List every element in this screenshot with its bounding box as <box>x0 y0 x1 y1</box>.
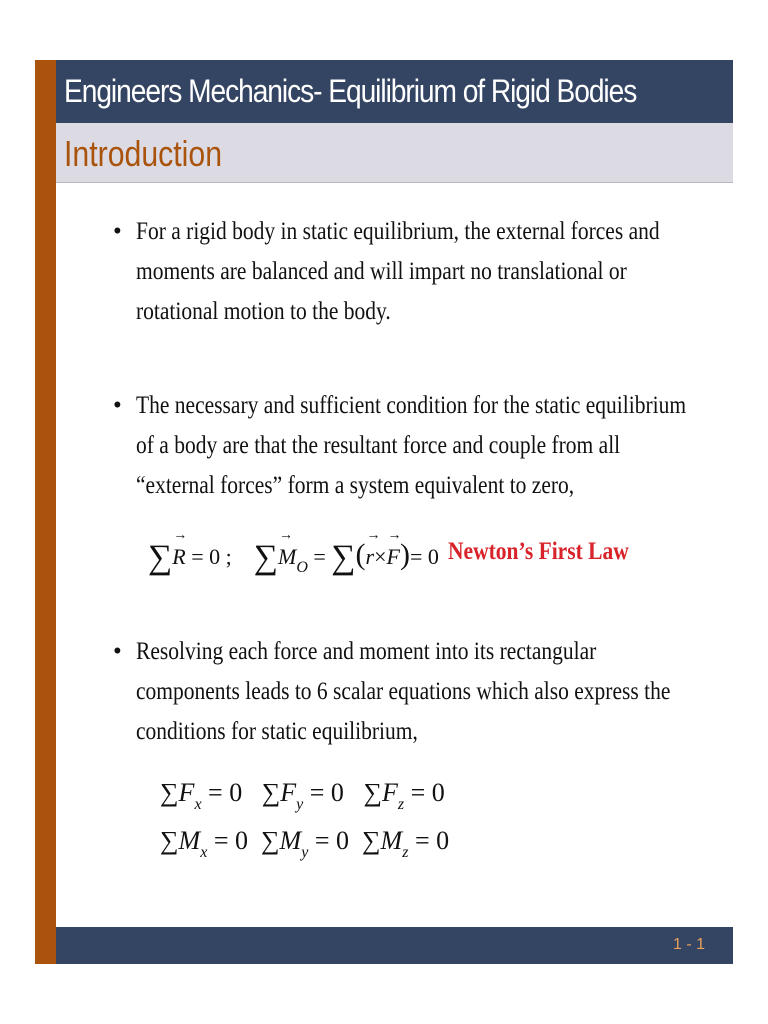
moment-scalar-equations: $\sum M_x = 0$ $\sum M_y = 0$ $\sum M_z = 0$ <box>160 826 450 861</box>
section-heading: Introduction <box>64 133 223 174</box>
bullet-text: For a rigid body in static equilibrium, the external forces and moments are balanced and will impart no translational or rotational motion to the body. <box>136 218 660 325</box>
bullet-dot: • <box>113 638 122 665</box>
newtons-first-law-label: Newton’s First Law <box>448 538 629 565</box>
slide <box>35 60 733 964</box>
bullet-text: The necessary and sufficient condition for the static equilibrium of a body are that the resultant force and couple from all “external forces” form a system equivalent to zero, <box>136 392 687 499</box>
section-heading-bar <box>56 123 733 183</box>
force-scalar-equations: $\sum F_x = 0$ $\sum F_y = 0$ $\sum F_z = 0$ <box>160 778 445 813</box>
slide-title-bar <box>56 60 733 123</box>
left-accent-bar <box>35 60 56 964</box>
footer-bar <box>56 927 733 964</box>
bullet-dot: • <box>113 392 122 419</box>
slide-title: Engineers Mechanics- Equilibrium of Rigid Bodies <box>64 73 637 109</box>
bullet-dot: • <box>113 218 122 245</box>
page-number: 1 - 1 <box>672 936 705 953</box>
equilibrium-vector-equation: ∑→ R = 0 ; ∑→ $M_O$ = ∑(→ r×→ F)= 0 <box>148 538 439 577</box>
bullet-text: Resolving each force and moment into its rectangular components leads to 6 scalar equations which also express the conditions for static equilibrium, <box>136 638 671 745</box>
